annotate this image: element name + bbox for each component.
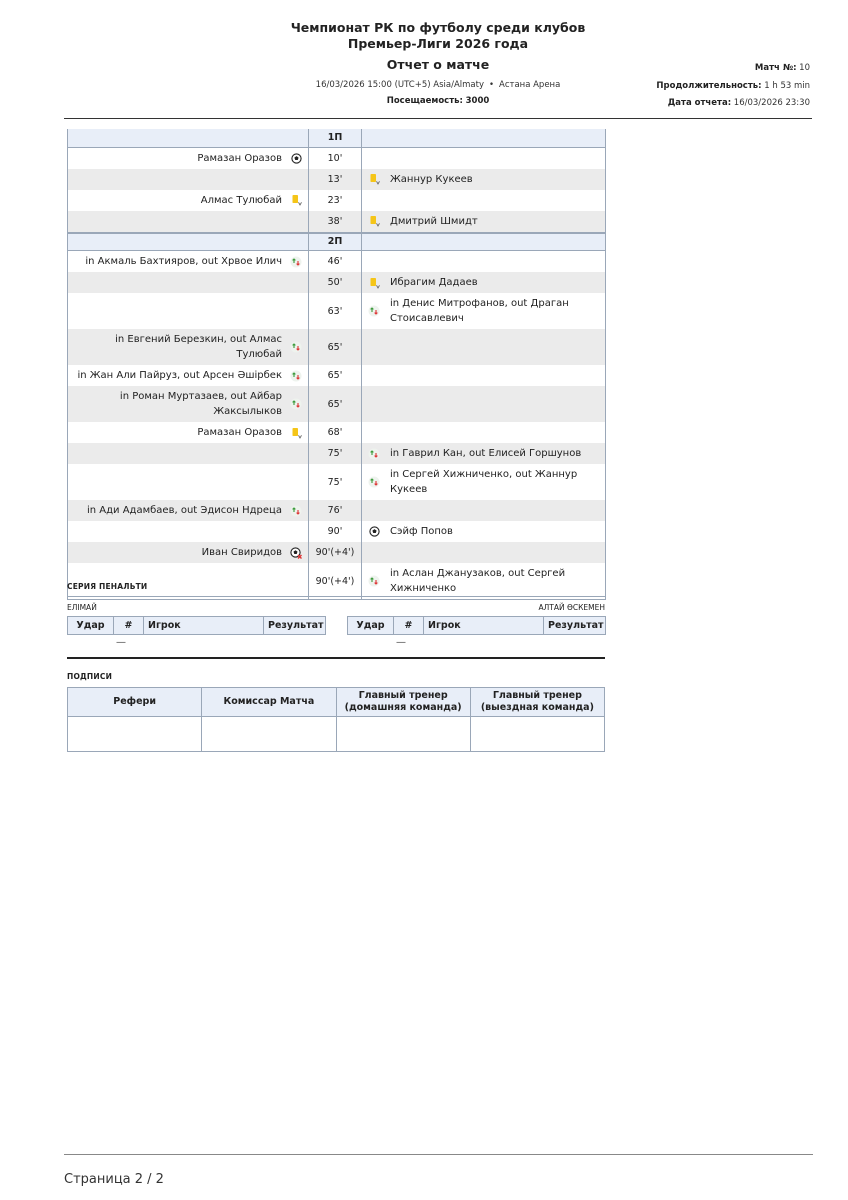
period-home-cell: [68, 233, 309, 251]
home-coach-line-2: (домашняя команда): [344, 702, 462, 713]
away-event-cell: [362, 365, 606, 386]
col-number: #: [394, 617, 424, 635]
away-event-cell: [362, 542, 606, 563]
event-row: [68, 386, 606, 422]
event-minute: 38': [309, 211, 362, 233]
home-event-text: in Ади Адамбаев, out Эдисон Ндреца: [86, 505, 282, 516]
away-event-cell: [362, 190, 606, 211]
report-date-value: 16/03/2026 23:30: [733, 98, 810, 108]
home-event-cell: [68, 542, 309, 563]
substitution-icon: [290, 505, 302, 517]
home-event-cell: [68, 464, 309, 500]
home-event-cell: [68, 422, 309, 443]
yellow-card-icon: [368, 173, 380, 185]
event-minute: 50': [309, 272, 362, 293]
page-number: Страница 2 / 2: [64, 1172, 164, 1187]
away-event-text: Дмитрий Шмидт: [390, 215, 478, 227]
period-label: 2П: [309, 233, 362, 251]
match-duration: [656, 81, 810, 91]
away-coach-line-1: Главный тренер: [492, 690, 582, 701]
event-row: [68, 563, 606, 600]
period-label: 1П: [309, 129, 362, 147]
attendance-value: 3000: [465, 96, 490, 106]
event-minute: 10': [309, 147, 362, 169]
report-date-label: Дата отчета:: [667, 98, 732, 108]
yellow-card-icon: [368, 277, 380, 289]
penalties-away-table: [347, 616, 606, 635]
away-coach-line-2: (выездная команда): [480, 702, 594, 713]
event-row: [68, 190, 606, 211]
title-line-1: Чемпионат РК по футболу среди клубов: [290, 20, 586, 35]
home-event-text: in Евгений Березкин, out Алмас Тулюбай: [115, 334, 282, 360]
col-number: #: [114, 617, 144, 635]
report-title: [0, 20, 848, 52]
away-event-cell: [362, 272, 606, 293]
away-event-cell: [362, 169, 606, 190]
section-divider: [67, 657, 605, 659]
away-event-cell: [362, 386, 606, 422]
yellow-card-icon: [290, 427, 302, 439]
penalties-section-label: СЕРИЯ ПЕНАЛЬТИ: [67, 582, 148, 591]
period-home-cell: [68, 129, 309, 147]
yellow-card-icon: [368, 215, 380, 227]
home-event-text: Рамазан Оразов: [197, 152, 282, 164]
event-minute: 90'(+4'): [309, 563, 362, 600]
duration-value: 1 h 53 min: [764, 81, 810, 91]
sig-commissioner-header: Комиссар Матча: [202, 688, 336, 717]
period-away-cell: [362, 233, 606, 251]
match-number-label: Матч №:: [754, 63, 797, 73]
substitution-icon: [290, 256, 302, 268]
away-event-text: in Гаврил Кан, out Елисей Горшунов: [390, 448, 582, 459]
home-coach-line-1: Главный тренер: [358, 690, 448, 701]
substitution-icon: [368, 448, 380, 460]
home-event-cell: [68, 329, 309, 365]
col-result: Результат: [544, 617, 606, 635]
home-event-cell: [68, 147, 309, 169]
event-row: [68, 329, 606, 365]
event-minute: 13': [309, 169, 362, 190]
home-event-text: Иван Свиридов: [201, 547, 282, 558]
substitution-icon: [290, 341, 302, 353]
away-event-cell: [362, 251, 606, 273]
event-minute: 75': [309, 443, 362, 464]
event-minute: 46': [309, 251, 362, 273]
event-minute: 65': [309, 329, 362, 365]
home-event-cell: [68, 365, 309, 386]
away-event-text: in Аслан Джанузаков, out Сергей Хижниченко: [390, 568, 566, 594]
away-event-text: Ибрагим Дадаев: [390, 277, 478, 288]
col-result: Результат: [264, 617, 326, 635]
event-minute: 63': [309, 293, 362, 329]
away-event-cell: [362, 563, 606, 600]
away-event-cell: [362, 293, 606, 329]
goal-cancelled-icon: [290, 547, 302, 559]
home-event-text: Алмас Тулюбай: [200, 194, 282, 206]
event-minute: 90': [309, 521, 362, 542]
substitution-icon: [290, 370, 302, 382]
home-event-text: in Роман Муртазаев, out Айбар Жаксылыков: [119, 391, 282, 417]
attendance-label: Посещаемость:: [386, 96, 463, 106]
substitution-icon: [368, 575, 380, 587]
event-row: [68, 521, 606, 542]
sig-referee-box: [68, 717, 202, 752]
away-event-cell: [362, 147, 606, 169]
period-header: [68, 233, 606, 251]
home-event-cell: [68, 169, 309, 190]
penalties-home-team: ЕЛІМАЙ: [67, 603, 97, 612]
event-row: [68, 211, 606, 233]
event-minute: 75': [309, 464, 362, 500]
home-event-cell: [68, 211, 309, 233]
away-event-cell: [362, 443, 606, 464]
away-event-cell: [362, 211, 606, 233]
home-event-text: Рамазан Оразов: [197, 427, 282, 438]
away-event-cell: [362, 329, 606, 365]
home-event-cell: [68, 272, 309, 293]
away-event-cell: [362, 422, 606, 443]
event-minute: 68': [309, 422, 362, 443]
penalties-home-empty: —: [116, 637, 126, 648]
penalties-divider: [67, 596, 605, 597]
goal-icon: [368, 526, 380, 538]
event-row: [68, 500, 606, 521]
substitution-icon: [368, 476, 380, 488]
penalties-home-table: [67, 616, 326, 635]
event-minute: 23': [309, 190, 362, 211]
home-event-cell: [68, 293, 309, 329]
yellow-card-icon: [290, 194, 302, 206]
home-event-text: in Жан Али Пайруз, out Арсен Әшірбек: [77, 370, 282, 381]
away-event-cell: [362, 464, 606, 500]
event-row: [68, 542, 606, 563]
event-row: [68, 293, 606, 329]
event-row: [68, 251, 606, 273]
match-number: [755, 63, 810, 73]
away-event-text: Сэйф Попов: [390, 526, 453, 537]
event-row: [68, 169, 606, 190]
info-separator: •: [488, 80, 494, 90]
duration-label: Продолжительность:: [656, 81, 762, 91]
substitution-icon: [368, 305, 380, 317]
home-event-cell: [68, 521, 309, 542]
sig-home-coach-header: [336, 688, 470, 717]
col-player: Игрок: [424, 617, 544, 635]
title-line-2: Премьер-Лиги 2026 года: [347, 36, 529, 51]
signatures-table: [67, 687, 605, 752]
report-date: [668, 98, 810, 108]
home-event-cell: [68, 251, 309, 273]
away-event-text: Жаннур Кукеев: [390, 173, 473, 185]
penalties-away-team: АЛТАЙ ӨСКЕМЕН: [538, 603, 605, 612]
penalties-away-empty: —: [396, 637, 406, 648]
col-shot: Удар: [348, 617, 394, 635]
away-event-text: in Денис Митрофанов, out Драган Стоисавлевич: [390, 298, 569, 324]
report-subtitle: Отчет о матче: [386, 57, 490, 72]
sig-away-coach-box: [470, 717, 604, 752]
sig-away-coach-header: [470, 688, 604, 717]
event-row: [68, 422, 606, 443]
header-divider: [64, 118, 812, 119]
away-event-cell: [362, 521, 606, 542]
signatures-section-label: ПОДПИСИ: [67, 672, 113, 681]
period-header: [68, 129, 606, 147]
home-event-cell: [68, 190, 309, 211]
event-row: [68, 443, 606, 464]
event-row: [68, 365, 606, 386]
match-venue: Астана Арена: [499, 80, 561, 90]
event-row: [68, 147, 606, 169]
substitution-icon: [290, 398, 302, 410]
match-number-value: 10: [799, 63, 810, 73]
event-minute: 76': [309, 500, 362, 521]
period-away-cell: [362, 129, 606, 147]
event-minute: 90'(+4'): [309, 542, 362, 563]
away-event-text: in Сергей Хижниченко, out Жаннур Кукеев: [390, 469, 578, 495]
home-event-text: in Акмаль Бахтияров, out Хрвое Илич: [85, 256, 282, 267]
events-body: [68, 129, 606, 600]
home-event-cell: [68, 443, 309, 464]
event-minute: 65': [309, 386, 362, 422]
col-shot: Удар: [68, 617, 114, 635]
goal-icon: [290, 152, 302, 164]
col-player: Игрок: [144, 617, 264, 635]
match-datetime: 16/03/2026 15:00 (UTC+5) Asia/Almaty: [315, 80, 484, 90]
sig-commissioner-box: [202, 717, 336, 752]
event-minute: 65': [309, 365, 362, 386]
event-row: [68, 464, 606, 500]
home-event-cell: [68, 386, 309, 422]
home-event-cell: [68, 500, 309, 521]
away-event-cell: [362, 500, 606, 521]
footer-divider: [64, 1154, 813, 1155]
sig-referee-header: Рефери: [68, 688, 202, 717]
events-table: [67, 129, 606, 600]
sig-home-coach-box: [336, 717, 470, 752]
event-row: [68, 272, 606, 293]
